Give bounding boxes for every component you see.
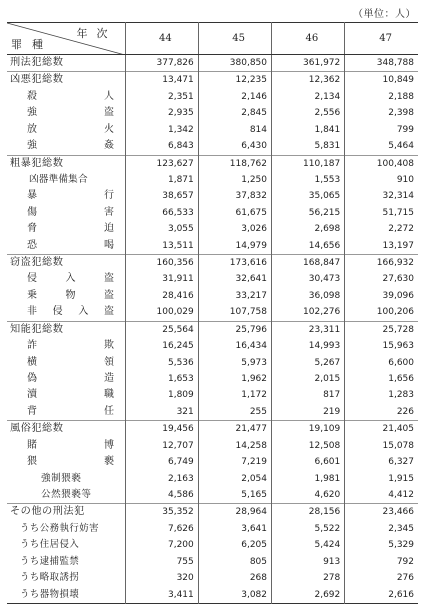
crime-type-label: 背任	[27, 405, 115, 417]
count-cell: 2,188	[345, 89, 418, 105]
crime-type-cell	[7, 471, 125, 487]
crime-type-label: 横領	[27, 356, 115, 368]
count-cell: 25,564	[125, 321, 198, 338]
count-cell: 21,405	[345, 421, 418, 438]
count-cell: 6,843	[125, 138, 198, 155]
count-cell: 3,641	[198, 521, 271, 537]
table-row	[7, 271, 418, 287]
count-cell: 1,915	[345, 471, 418, 487]
crime-type-label: うち器物損壊	[20, 588, 80, 600]
table-row	[7, 138, 418, 155]
count-cell: 35,352	[125, 504, 198, 521]
count-cell: 6,205	[198, 537, 271, 553]
count-cell: 28,964	[198, 504, 271, 521]
crime-type-cell	[7, 404, 125, 421]
count-cell: 160,356	[125, 255, 198, 272]
count-cell: 110,187	[272, 155, 345, 172]
header-row	[7, 23, 418, 55]
count-cell: 31,911	[125, 271, 198, 287]
crime-type-cell	[7, 454, 125, 470]
crime-type-label: 猥褻	[27, 456, 115, 468]
crime-type-cell	[7, 371, 125, 387]
crime-type-cell	[7, 155, 125, 172]
crime-type-label: 侵入盗	[27, 273, 115, 285]
count-cell: 15,963	[345, 338, 418, 354]
crime-type-label: 暴行	[27, 190, 115, 202]
table-row	[7, 288, 418, 304]
count-cell: 13,197	[345, 238, 418, 255]
count-cell: 56,215	[272, 205, 345, 221]
table-row	[7, 487, 418, 504]
crime-type-cell	[7, 521, 125, 537]
count-cell: 2,272	[345, 221, 418, 237]
count-cell: 755	[125, 554, 198, 570]
crime-type-cell	[7, 355, 125, 371]
crime-type-label: 粗暴犯総数	[10, 157, 64, 169]
count-cell: 21,477	[198, 421, 271, 438]
year-header: 45	[198, 23, 271, 55]
count-cell: 25,796	[198, 321, 271, 338]
table-row	[7, 89, 418, 105]
count-cell: 1,342	[125, 122, 198, 138]
count-cell: 380,850	[198, 55, 271, 72]
crime-type-label: 放火	[27, 123, 115, 135]
crime-type-label: うち逮捕監禁	[20, 555, 80, 567]
count-cell: 15,078	[345, 438, 418, 454]
count-cell: 3,026	[198, 221, 271, 237]
crime-type-label: 傷害	[27, 206, 115, 218]
count-cell: 123,627	[125, 155, 198, 172]
year-header: 47	[345, 23, 418, 55]
crime-type-label: 凶悪犯総数	[10, 74, 64, 86]
crime-type-label: 刑法犯総数	[10, 57, 64, 68]
count-cell: 226	[345, 404, 418, 421]
table-row	[7, 371, 418, 387]
count-cell: 7,219	[198, 454, 271, 470]
crime-type-cell	[7, 238, 125, 255]
count-cell: 268	[198, 570, 271, 586]
count-cell: 361,972	[272, 55, 345, 72]
table-row	[7, 155, 418, 172]
count-cell: 913	[272, 554, 345, 570]
count-cell: 19,109	[272, 421, 345, 438]
crime-type-cell	[7, 288, 125, 304]
count-cell: 23,466	[345, 504, 418, 521]
count-cell: 4,412	[345, 487, 418, 504]
count-cell: 7,626	[125, 521, 198, 537]
count-cell: 2,351	[125, 89, 198, 105]
count-cell: 805	[198, 554, 271, 570]
crime-type-cell	[7, 587, 125, 604]
count-cell: 32,314	[345, 188, 418, 204]
count-cell: 1,553	[272, 172, 345, 188]
table-row	[7, 570, 418, 586]
count-cell: 799	[345, 122, 418, 138]
count-cell: 32,641	[198, 271, 271, 287]
table-row	[7, 355, 418, 371]
count-cell: 12,235	[198, 72, 271, 89]
crime-type-label: 乗物盗	[27, 289, 115, 301]
count-cell: 61,675	[198, 205, 271, 221]
count-cell: 14,979	[198, 238, 271, 255]
count-cell: 348,788	[345, 55, 418, 72]
count-cell: 102,276	[272, 304, 345, 321]
crime-type-cell	[7, 172, 125, 188]
count-cell: 6,327	[345, 454, 418, 470]
crime-type-cell	[7, 188, 125, 204]
crime-type-cell	[7, 221, 125, 237]
count-cell: 2,054	[198, 471, 271, 487]
count-cell: 2,163	[125, 471, 198, 487]
count-cell: 35,065	[272, 188, 345, 204]
count-cell: 1,841	[272, 122, 345, 138]
count-cell: 4,620	[272, 487, 345, 504]
table-row	[7, 221, 418, 237]
table-row	[7, 504, 418, 521]
crime-type-cell	[7, 387, 125, 403]
count-cell: 66,533	[125, 205, 198, 221]
count-cell: 28,156	[272, 504, 345, 521]
crime-type-label: 非侵入盗	[27, 306, 115, 318]
count-cell: 10,849	[345, 72, 418, 89]
count-cell: 3,055	[125, 221, 198, 237]
crime-type-label: 賭博	[27, 439, 115, 451]
crime-statistics-table	[7, 22, 418, 604]
year-axis-label: 年次	[76, 27, 117, 40]
count-cell: 1,653	[125, 371, 198, 387]
count-cell: 1,962	[198, 371, 271, 387]
crime-type-cell	[7, 55, 125, 72]
count-cell: 5,424	[272, 537, 345, 553]
table-row	[7, 205, 418, 221]
count-cell: 14,656	[272, 238, 345, 255]
crime-type-label: 詐欺	[27, 340, 115, 352]
crime-type-label: 凶器準備集合	[29, 173, 88, 185]
count-cell: 23,311	[272, 321, 345, 338]
count-cell: 33,217	[198, 288, 271, 304]
count-cell: 14,258	[198, 438, 271, 454]
count-cell: 6,601	[272, 454, 345, 470]
count-cell: 12,362	[272, 72, 345, 89]
crime-type-cell	[7, 105, 125, 121]
count-cell: 1,172	[198, 387, 271, 403]
table-row	[7, 421, 418, 438]
count-cell: 3,082	[198, 587, 271, 604]
count-cell: 1,283	[345, 387, 418, 403]
table-row	[7, 521, 418, 537]
crime-type-cell	[7, 72, 125, 89]
count-cell: 166,932	[345, 255, 418, 272]
crime-type-label: 恐喝	[27, 239, 115, 251]
count-cell: 36,098	[272, 288, 345, 304]
table-row	[7, 255, 418, 272]
count-cell: 219	[272, 404, 345, 421]
count-cell: 377,826	[125, 55, 198, 72]
count-cell: 100,206	[345, 304, 418, 321]
crime-type-cell	[7, 570, 125, 586]
crime-type-cell	[7, 504, 125, 521]
count-cell: 5,522	[272, 521, 345, 537]
crime-type-cell	[7, 304, 125, 321]
crime-type-label: 強制猥褻	[41, 472, 82, 484]
year-header: 46	[272, 23, 345, 55]
crime-type-label: 公然猥褻等	[41, 488, 92, 500]
count-cell: 168,847	[272, 255, 345, 272]
crime-type-label: 強姦	[27, 140, 115, 152]
count-cell: 12,508	[272, 438, 345, 454]
count-cell: 5,267	[272, 355, 345, 371]
crime-type-cell	[7, 338, 125, 354]
count-cell: 16,434	[198, 338, 271, 354]
crime-type-cell	[7, 487, 125, 504]
count-cell: 38,657	[125, 188, 198, 204]
count-cell: 2,698	[272, 221, 345, 237]
crime-type-cell	[7, 271, 125, 287]
count-cell: 6,749	[125, 454, 198, 470]
crime-type-cell	[7, 554, 125, 570]
table-row	[7, 172, 418, 188]
crime-type-label: 瀆職	[27, 389, 115, 401]
count-cell: 1,981	[272, 471, 345, 487]
table-row	[7, 55, 418, 72]
table-row	[7, 304, 418, 321]
crime-type-cell	[7, 205, 125, 221]
count-cell: 3,411	[125, 587, 198, 604]
crime-type-cell	[7, 138, 125, 155]
crime-type-label: 脅迫	[27, 223, 115, 235]
crime-type-cell	[7, 537, 125, 553]
count-cell: 16,245	[125, 338, 198, 354]
count-cell: 39,096	[345, 288, 418, 304]
crime-type-label: 窃盗犯総数	[10, 257, 64, 269]
count-cell: 27,630	[345, 271, 418, 287]
count-cell: 2,845	[198, 105, 271, 121]
count-cell: 5,536	[125, 355, 198, 371]
count-cell: 2,134	[272, 89, 345, 105]
count-cell: 5,165	[198, 487, 271, 504]
count-cell: 5,831	[272, 138, 345, 155]
crime-type-label: その他の刑法犯	[10, 506, 85, 518]
count-cell: 320	[125, 570, 198, 586]
table-row	[7, 587, 418, 604]
count-cell: 14,993	[272, 338, 345, 354]
count-cell: 255	[198, 404, 271, 421]
count-cell: 2,345	[345, 521, 418, 537]
count-cell: 1,809	[125, 387, 198, 403]
count-cell: 1,250	[198, 172, 271, 188]
count-cell: 2,398	[345, 105, 418, 121]
table-row	[7, 122, 418, 138]
table-row	[7, 238, 418, 255]
table-row	[7, 554, 418, 570]
count-cell: 5,973	[198, 355, 271, 371]
crime-type-label: 殺人	[27, 90, 115, 102]
crime-type-cell	[7, 255, 125, 272]
count-cell: 1,871	[125, 172, 198, 188]
table-row	[7, 321, 418, 338]
count-cell: 5,464	[345, 138, 418, 155]
count-cell: 12,707	[125, 438, 198, 454]
count-cell: 6,600	[345, 355, 418, 371]
count-cell: 2,146	[198, 89, 271, 105]
count-cell: 118,762	[198, 155, 271, 172]
count-cell: 13,511	[125, 238, 198, 255]
count-cell: 51,715	[345, 205, 418, 221]
count-cell: 1,656	[345, 371, 418, 387]
count-cell: 37,832	[198, 188, 271, 204]
crime-type-cell	[7, 89, 125, 105]
count-cell: 107,758	[198, 304, 271, 321]
count-cell: 276	[345, 570, 418, 586]
crime-type-cell	[7, 421, 125, 438]
count-cell: 2,935	[125, 105, 198, 121]
crime-type-cell	[7, 321, 125, 338]
count-cell: 792	[345, 554, 418, 570]
year-header: 44	[125, 23, 198, 55]
count-cell: 2,015	[272, 371, 345, 387]
crime-type-label: 風俗犯総数	[10, 423, 64, 435]
crime-axis-label: 罪種	[11, 38, 53, 51]
count-cell: 278	[272, 570, 345, 586]
count-cell: 100,408	[345, 155, 418, 172]
crime-type-label: 強盗	[27, 107, 115, 119]
table-row	[7, 188, 418, 204]
count-cell: 13,471	[125, 72, 198, 89]
unit-label: （単位：人）	[353, 9, 416, 20]
table-row	[7, 338, 418, 354]
crime-type-cell	[7, 438, 125, 454]
table-row	[7, 387, 418, 403]
count-cell: 321	[125, 404, 198, 421]
table-row	[7, 105, 418, 121]
table-row	[7, 537, 418, 553]
count-cell: 19,456	[125, 421, 198, 438]
crime-type-label: うち略取誘拐	[20, 572, 80, 584]
count-cell: 30,473	[272, 271, 345, 287]
count-cell: 5,329	[345, 537, 418, 553]
table-row	[7, 471, 418, 487]
count-cell: 4,586	[125, 487, 198, 504]
crime-type-label: うち公務執行妨害	[20, 522, 100, 534]
count-cell: 6,430	[198, 138, 271, 155]
table-row	[7, 454, 418, 470]
crime-type-label: 偽造	[27, 373, 115, 385]
count-cell: 25,728	[345, 321, 418, 338]
count-cell: 817	[272, 387, 345, 403]
corner-header-cell	[7, 23, 125, 55]
count-cell: 2,692	[272, 587, 345, 604]
count-cell: 2,556	[272, 105, 345, 121]
count-cell: 100,029	[125, 304, 198, 321]
table-row	[7, 438, 418, 454]
count-cell: 814	[198, 122, 271, 138]
count-cell: 910	[345, 172, 418, 188]
count-cell: 7,200	[125, 537, 198, 553]
table-row	[7, 404, 418, 421]
crime-type-label: 知能犯総数	[10, 323, 64, 335]
count-cell: 173,616	[198, 255, 271, 272]
table-row	[7, 72, 418, 89]
crime-type-cell	[7, 122, 125, 138]
count-cell: 2,616	[345, 587, 418, 604]
table-body	[7, 55, 418, 604]
count-cell: 28,416	[125, 288, 198, 304]
crime-type-label: うち住居侵入	[20, 539, 80, 551]
